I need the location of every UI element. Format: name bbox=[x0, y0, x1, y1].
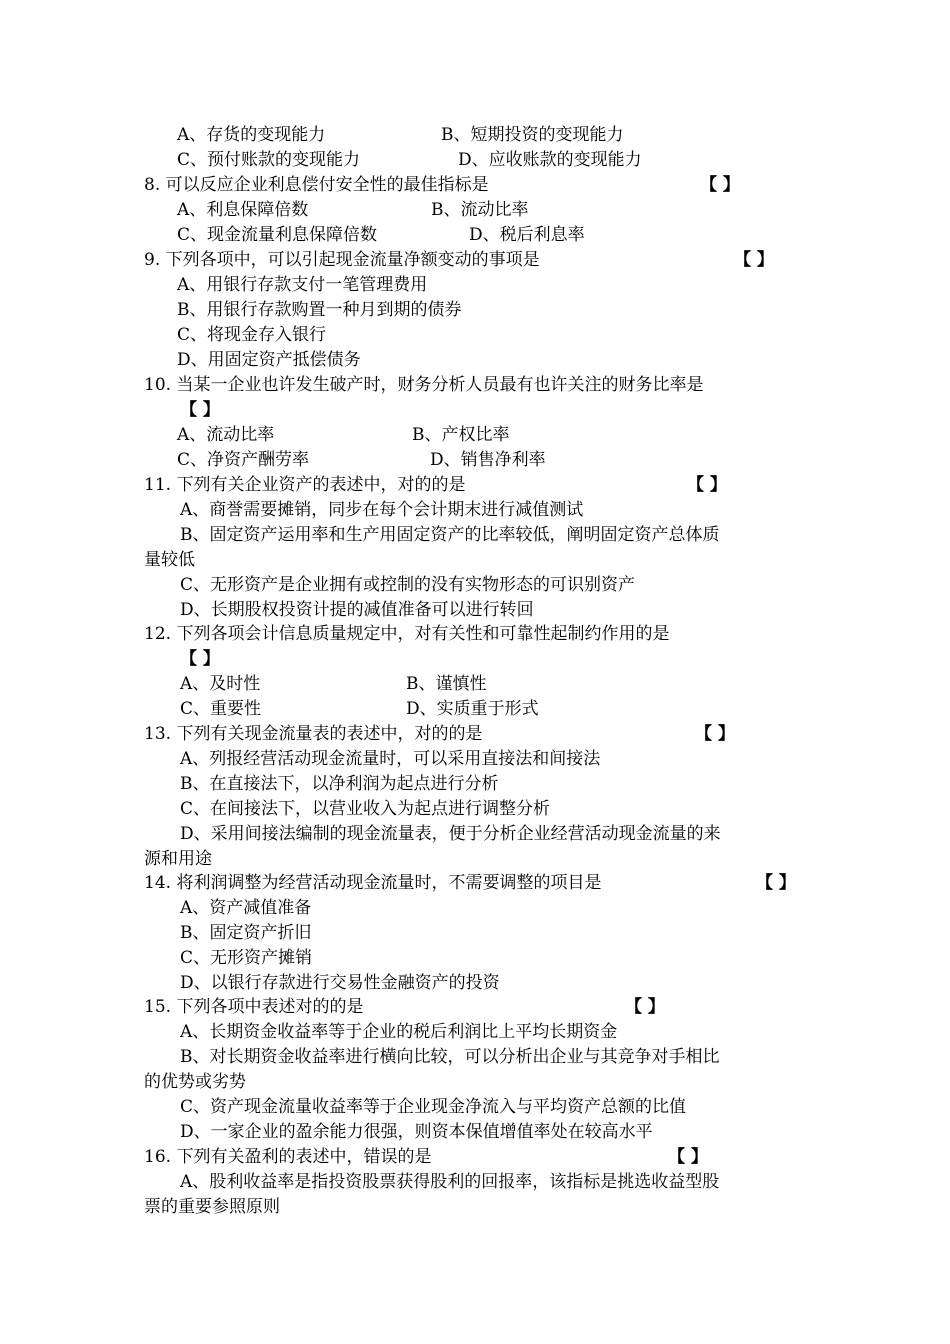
q8-option-a: A、利息保障倍数 bbox=[177, 200, 309, 220]
q14-answer-bracket: 【 】 bbox=[756, 873, 796, 893]
q11-option-a: A、商誉需要摊销，同步在每个会计期末进行减值测试 bbox=[180, 500, 584, 520]
q11-option-d: D、长期股权投资计提的减值准备可以进行转回 bbox=[180, 600, 534, 620]
q10-option-b: B、产权比率 bbox=[412, 425, 510, 445]
q15-option-c: C、资产现金流量收益率等于企业现金净流入与平均资产总额的比值 bbox=[180, 1097, 687, 1117]
q12-option-a: A、及时性 bbox=[180, 674, 261, 694]
q13-option-d-line1: D、采用间接法编制的现金流量表，便于分析企业经营活动现金流量的来 bbox=[180, 824, 721, 844]
q9-option-a: A、用银行存款支付一笔管理费用 bbox=[177, 275, 428, 295]
q11-answer-bracket: 【 】 bbox=[687, 475, 727, 495]
q14-option-d: D、以银行存款进行交易性金融资产的投资 bbox=[180, 973, 500, 993]
q9-option-b: B、用银行存款购置一种月到期的债券 bbox=[177, 300, 462, 320]
q10-option-a: A、流动比率 bbox=[177, 425, 275, 445]
q15-option-b-line1: B、对长期资金收益率进行横向比较，可以分析出企业与其竞争对手相比 bbox=[180, 1047, 720, 1067]
q8-stem: 8. 可以反应企业利息偿付安全性的最佳指标是 bbox=[144, 175, 489, 195]
q14-stem: 14. 将利润调整为经营活动现金流量时，不需要调整的项目是 bbox=[144, 873, 602, 893]
q9-answer-bracket: 【 】 bbox=[734, 250, 774, 270]
q16-option-a-line2: 票的重要参照原则 bbox=[144, 1197, 280, 1217]
q10-answer-bracket: 【 】 bbox=[180, 400, 220, 420]
q15-option-d: D、一家企业的盈余能力很强，则资本保值增值率处在较高水平 bbox=[180, 1122, 653, 1142]
q15-answer-bracket: 【 】 bbox=[625, 997, 665, 1017]
q10-stem: 10. 当某一企业也许发生破产时，财务分析人员最有也许关注的财务比率是 bbox=[144, 375, 704, 395]
q11-option-c: C、无形资产是企业拥有或控制的没有实物形态的可识别资产 bbox=[180, 575, 636, 595]
q15-option-b-line2: 的优势或劣势 bbox=[144, 1072, 246, 1092]
q8-option-b: B、流动比率 bbox=[431, 200, 529, 220]
q10-option-c: C、净资产酬劳率 bbox=[177, 450, 310, 470]
q9-option-c: C、将现金存入银行 bbox=[177, 325, 327, 345]
q11-option-b-line2: 量较低 bbox=[144, 550, 195, 570]
q15-stem: 15. 下列各项中表述对的的是 bbox=[144, 997, 364, 1017]
q7-option-d: D、应收账款的变现能力 bbox=[458, 150, 642, 170]
q11-option-b-line1: B、固定资产运用率和生产用固定资产的比率较低，阐明固定资产总体质 bbox=[180, 525, 720, 545]
q14-option-c: C、无形资产摊销 bbox=[180, 948, 313, 968]
q13-option-c: C、在间接法下，以营业收入为起点进行调整分析 bbox=[180, 799, 551, 819]
q9-option-d: D、用固定资产抵偿债务 bbox=[177, 350, 361, 370]
q16-option-a-line1: A、股利收益率是指投资股票获得股利的回报率，该指标是挑选收益型股 bbox=[180, 1172, 720, 1192]
q8-option-d: D、税后利息率 bbox=[469, 225, 585, 245]
q14-option-a: A、资产减值准备 bbox=[180, 898, 312, 918]
q8-answer-bracket: 【 】 bbox=[700, 175, 740, 195]
q12-option-d: D、实质重于形式 bbox=[406, 699, 539, 719]
q12-stem: 12. 下列各项会计信息质量规定中，对有关性和可靠性起制约作用的是 bbox=[144, 624, 670, 644]
q13-option-d-line2: 源和用途 bbox=[144, 849, 212, 869]
q12-option-b: B、谨慎性 bbox=[406, 674, 487, 694]
q7-option-c: C、预付账款的变现能力 bbox=[177, 150, 361, 170]
q7-option-b: B、短期投资的变现能力 bbox=[441, 125, 624, 145]
q12-option-c: C、重要性 bbox=[180, 699, 262, 719]
q13-answer-bracket: 【 】 bbox=[695, 724, 735, 744]
q8-option-c: C、现金流量利息保障倍数 bbox=[177, 225, 378, 245]
q10-option-d: D、销售净利率 bbox=[430, 450, 546, 470]
q12-answer-bracket: 【 】 bbox=[180, 649, 220, 669]
q16-answer-bracket: 【 】 bbox=[668, 1147, 708, 1167]
q13-option-a: A、列报经营活动现金流量时，可以采用直接法和间接法 bbox=[180, 749, 601, 769]
q15-option-a: A、长期资金收益率等于企业的税后利润比上平均长期资金 bbox=[180, 1022, 618, 1042]
q13-option-b: B、在直接法下，以净利润为起点进行分析 bbox=[180, 774, 499, 794]
q9-stem: 9. 下列各项中，可以引起现金流量净额变动的事项是 bbox=[144, 250, 540, 270]
q7-option-a: A、存货的变现能力 bbox=[177, 125, 326, 145]
q13-stem: 13. 下列有关现金流量表的表述中，对的的是 bbox=[144, 724, 483, 744]
q11-stem: 11. 下列有关企业资产的表述中，对的的是 bbox=[144, 475, 466, 495]
q16-stem: 16. 下列有关盈利的表述中，错误的是 bbox=[144, 1147, 432, 1167]
q14-option-b: B、固定资产折旧 bbox=[180, 923, 312, 943]
